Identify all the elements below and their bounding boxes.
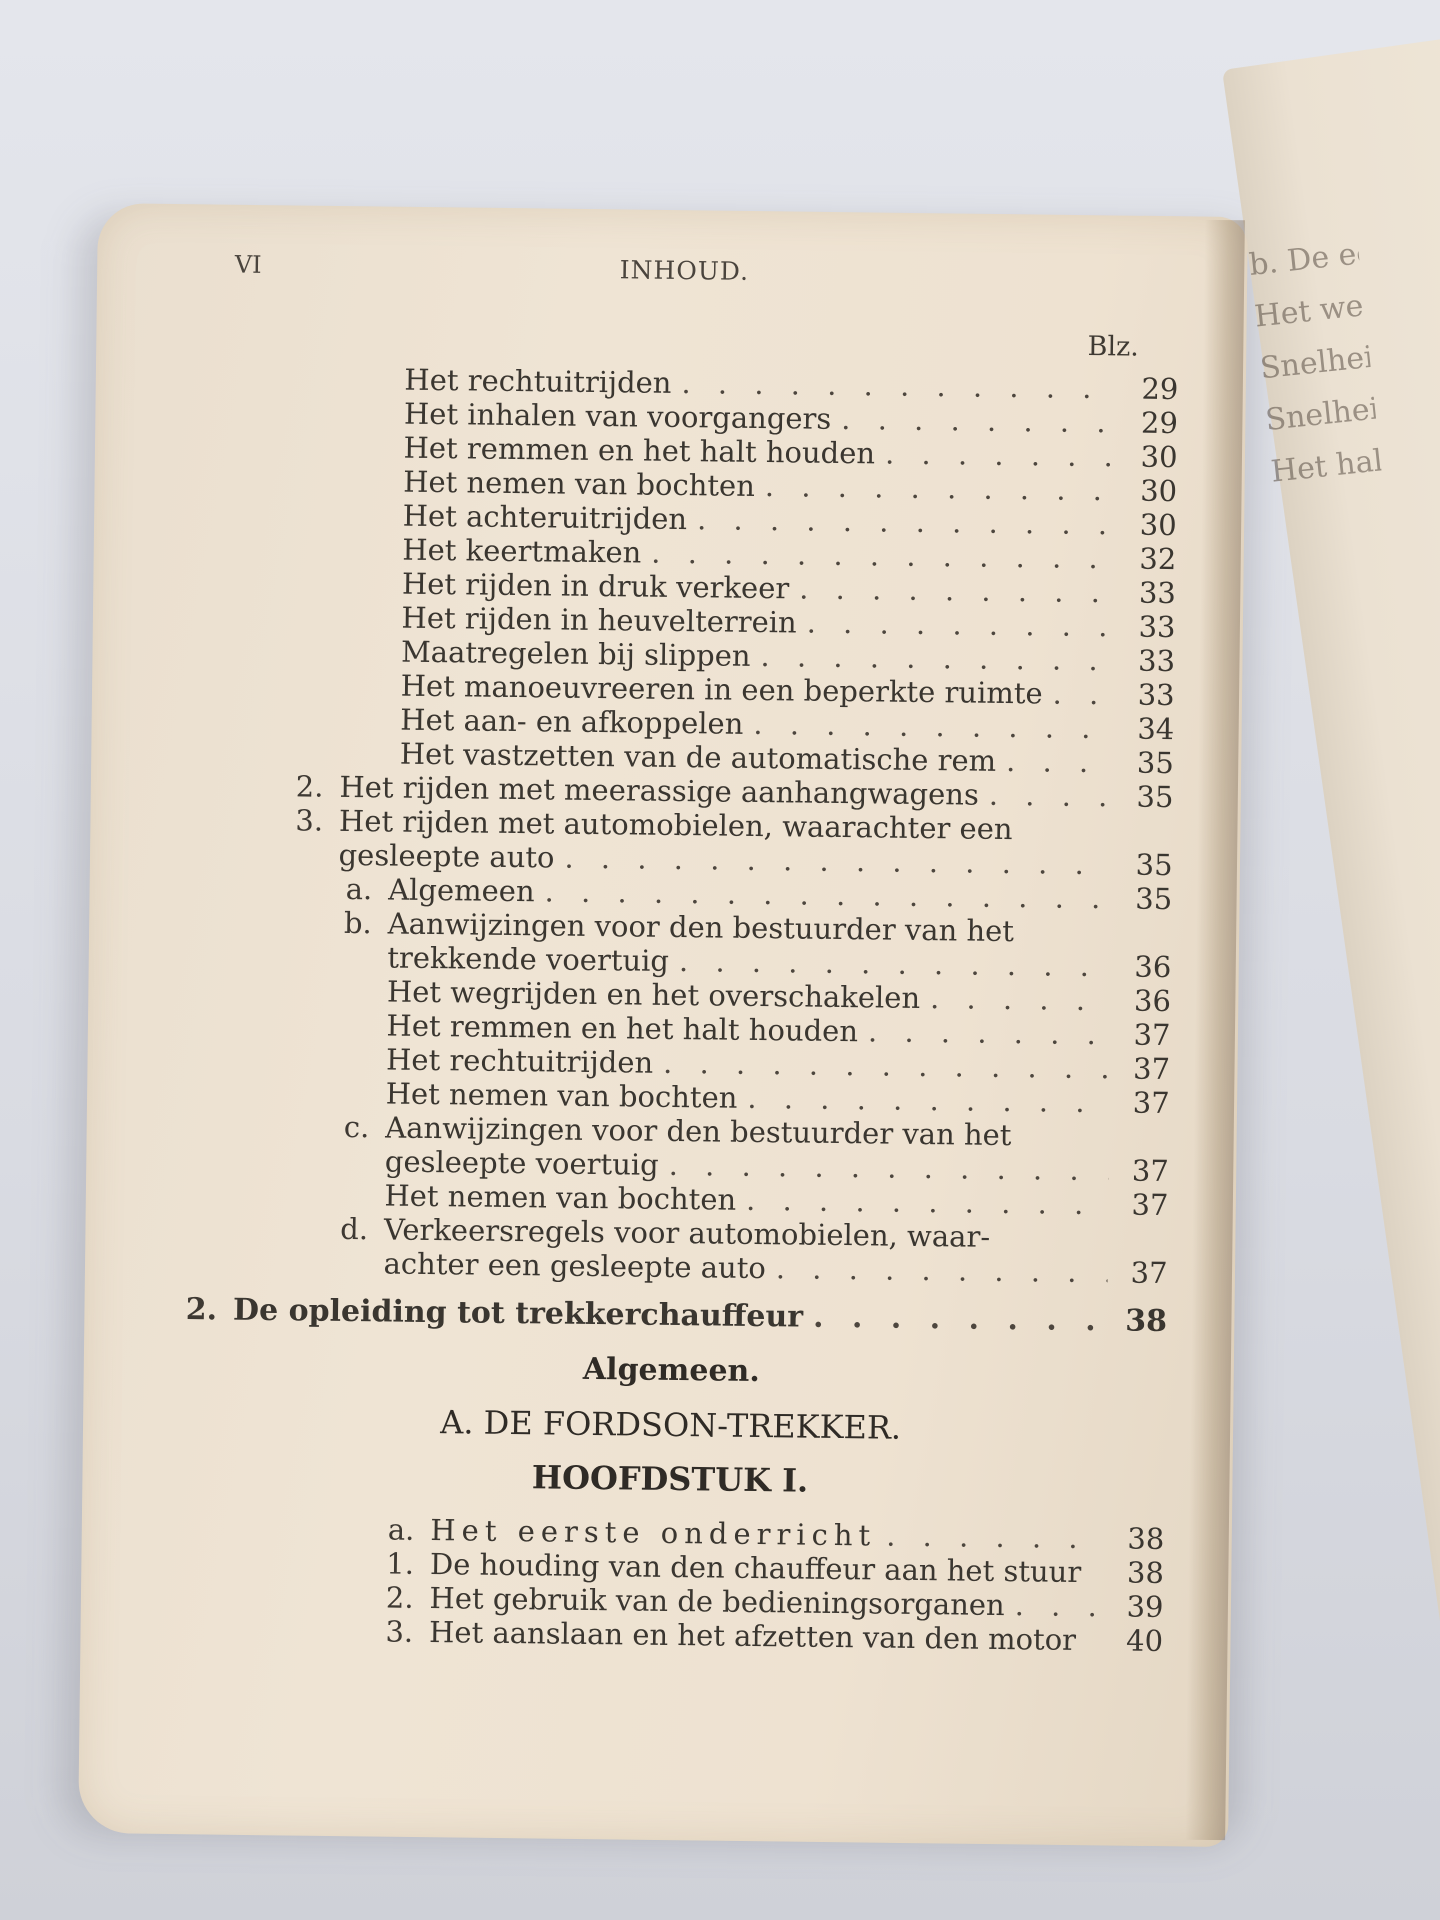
page-number: VI <box>234 250 262 279</box>
toc-entries <box>177 360 1178 1290</box>
entry-page: 38 <box>1127 1521 1165 1556</box>
leader-dots <box>663 1046 1110 1085</box>
heading-algemeen: Algemeen. <box>582 1351 761 1390</box>
entry-label: Het remmen en het halt houden <box>403 430 876 471</box>
entry-label: gesleepte auto <box>338 837 555 875</box>
leader-dots <box>746 1183 1109 1221</box>
heading-hoofdstuk: HOOFDSTUK I. <box>531 1458 809 1500</box>
entry-label: Het remmen en het halt houden <box>386 1008 859 1049</box>
entry-label: achter een gesleepte auto <box>383 1246 767 1286</box>
leader-dots <box>813 1294 1108 1346</box>
entry-label: trekkende voertuig <box>387 940 670 978</box>
entry-label: Het rijden in heuvelterrein <box>401 600 797 640</box>
entry-page: 35 <box>1136 745 1175 781</box>
entry-page: 37 <box>1132 1051 1171 1087</box>
entry-label: Het keertmaken <box>402 532 642 570</box>
entry-number: 1. <box>386 1546 415 1581</box>
entry-page: 36 <box>1134 949 1172 985</box>
entry-page <box>1123 840 1173 841</box>
entry-page: 37 <box>1131 1153 1170 1189</box>
entry-label: Het gebruik van de bedieningsorganen <box>429 1581 1005 1623</box>
leader-dots <box>930 981 1111 1017</box>
entry-page: 37 <box>1130 1255 1168 1291</box>
entry-page: 37 <box>1131 1187 1169 1223</box>
leader-dots <box>760 639 1115 677</box>
leader-dots <box>765 469 1118 507</box>
entry-page: 33 <box>1137 677 1175 713</box>
entry-label: Het nemen van bochten <box>402 464 756 503</box>
entry-label: De opleiding tot trekkerchauffeur <box>232 1292 804 1335</box>
entry-label: De houding van den chauffeur aan het stuur <box>429 1547 1082 1589</box>
entry-page: 32 <box>1139 541 1177 577</box>
blz-column-label: Blz. <box>1087 330 1140 363</box>
leader-dots <box>868 1014 1111 1051</box>
entry-label: Het nemen van bochten <box>385 1076 738 1115</box>
entry-number: a. <box>345 871 373 907</box>
entry-number: 2. <box>185 1292 218 1328</box>
entry-label: Het aan- en afkoppelen <box>400 702 744 741</box>
entry-number: a. <box>387 1512 415 1547</box>
entry-label: Het achteruitrijden <box>402 498 688 537</box>
entry-page: 33 <box>1137 643 1176 679</box>
table-of-contents <box>173 250 1180 1658</box>
page-header <box>189 250 1180 316</box>
entry-page <box>1119 1146 1169 1147</box>
leader-dots <box>1006 744 1114 779</box>
entry-label: Het aanslaan en het afzetten van den motor <box>428 1615 1077 1657</box>
entry-page: 39 <box>1126 1589 1164 1624</box>
entry-number: 2. <box>295 769 324 804</box>
toc-chapter-entry <box>177 1286 1168 1346</box>
entry-number: 3. <box>295 803 324 838</box>
facing-page-ghost-text: b. De ee Het we Snelheid Snelheid Het hal <box>1247 235 1400 490</box>
entry-label: Het rechtuitrijden <box>404 362 672 400</box>
entry-label: Het inhalen van voorgangers <box>403 396 832 436</box>
toc-sub-entries <box>173 1510 1165 1658</box>
entry-label: Het nemen van bochten <box>384 1178 737 1217</box>
leader-dots <box>885 437 1118 474</box>
leader-dots <box>668 1148 1109 1187</box>
entry-label: Het rechtuitrijden <box>385 1042 654 1080</box>
entry-page: 30 <box>1139 507 1177 543</box>
entry-number: d. <box>340 1211 369 1247</box>
entry-label: gesleepte voertuig <box>384 1144 659 1182</box>
leader-dots <box>1015 1588 1104 1623</box>
entry-number: 2. <box>385 1580 414 1615</box>
entry-page: 35 <box>1135 881 1173 917</box>
entry-label: Algemeen <box>387 872 535 909</box>
leader-dots <box>989 778 1114 814</box>
entry-page: 33 <box>1138 609 1176 645</box>
leader-dots <box>651 536 1116 576</box>
entry-number: c. <box>343 1109 370 1145</box>
entry-page: 29 <box>1141 371 1179 407</box>
entry-page: 36 <box>1133 983 1172 1019</box>
leader-dots <box>799 571 1116 609</box>
heading-fordson: A. DE FORDSON-TREKKER. <box>440 1403 902 1447</box>
entry-label: Het rijden in druk verkeer <box>401 566 790 606</box>
leader-dots <box>886 1519 1105 1556</box>
entry-label: Aanwijzingen voor den bestuurder van het <box>385 1110 1012 1153</box>
entry-label: Het manoeuvreeren in een beperkte ruimte <box>400 668 1043 711</box>
entry-label: Verkeersregels voor automobielen, waar- <box>383 1212 991 1254</box>
leader-dots <box>681 366 1118 405</box>
entry-label: Het rijden met meerassige aanhangwagens <box>339 769 980 812</box>
entry-page: 38 <box>1126 1555 1165 1590</box>
entry-page: 30 <box>1140 473 1178 509</box>
entry-page: 37 <box>1132 1085 1170 1121</box>
leader-dots <box>776 1251 1108 1289</box>
entry-page: 30 <box>1140 439 1178 475</box>
leader-dots <box>679 944 1112 983</box>
entry-page: 33 <box>1138 575 1177 611</box>
leader-dots <box>747 1081 1110 1119</box>
entry-page: 38 <box>1125 1303 1168 1340</box>
leader-dots <box>697 502 1117 541</box>
entry-label: Maatregelen bij slippen <box>400 634 751 673</box>
leader-dots <box>753 707 1114 745</box>
entry-number: b. <box>343 905 372 941</box>
entry-page <box>1122 942 1172 943</box>
leader-dots <box>841 402 1118 439</box>
entry-label: Het wegrijden en het overschakelen <box>386 974 921 1015</box>
entry-label: Het vastzetten van de automatische rem <box>399 736 997 778</box>
entry-page: 35 <box>1135 847 1173 883</box>
entry-page: 37 <box>1133 1017 1171 1053</box>
entry-page: 34 <box>1137 711 1175 747</box>
entry-number: 3. <box>385 1614 414 1649</box>
entry-page: 40 <box>1125 1623 1164 1658</box>
page-title: INHOUD. <box>619 255 750 286</box>
entry-label: Het eerste onderricht <box>430 1513 877 1553</box>
entry-page: 35 <box>1136 779 1174 815</box>
entry-page: 29 <box>1140 405 1179 441</box>
leader-dots <box>1052 677 1114 712</box>
entry-label: Het rijden met automobielen, waarachter een <box>338 803 1013 847</box>
entry-label: Aanwijzingen voor den bestuurder van het <box>387 906 1015 949</box>
leader-dots <box>807 606 1116 644</box>
entry-page <box>1118 1248 1168 1249</box>
